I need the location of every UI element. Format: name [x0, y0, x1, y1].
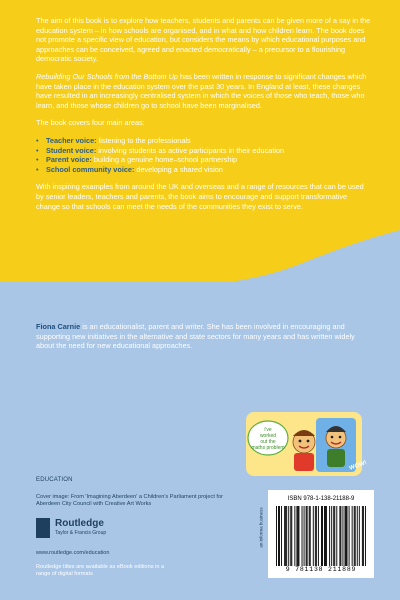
barcode-bar	[296, 506, 297, 566]
barcode-bar	[281, 506, 282, 566]
barcode-bar	[278, 506, 279, 566]
list-item: • School community voice: developing a shared vision	[36, 164, 223, 174]
barcode-bar	[324, 506, 325, 566]
barcode-bar	[345, 506, 346, 566]
blurb	[36, 16, 372, 219]
barcode-bar	[331, 506, 332, 566]
barcode-bar	[321, 506, 322, 566]
publisher-group: Taylor & Francis Group	[55, 530, 107, 536]
barcode-bar	[340, 506, 341, 566]
closing-paragraph: With inspiring examples from around the UK and overseas and a range of resources that can be used by senior leaders, teachers and parents, the book aims to encourage and support transformative change so that schools can meet the needs of the communities they exist to serve.	[36, 182, 364, 211]
book-title: Rebuilding Our Schools from the Bottom Up	[36, 71, 178, 81]
cover-credit: Cover image: From 'Imagining Aberdeen' a Children's Parliament project for Aberdeen City Council with Creative Art Works	[36, 494, 223, 507]
barcode-bar	[322, 506, 323, 566]
barcode-bar	[291, 506, 292, 566]
areas-list	[36, 136, 372, 174]
child-drawing-illustration	[246, 412, 368, 476]
list-item: • Parent voice: building a genuine home–school partnership	[36, 155, 238, 165]
context-paragraph: Rebuilding Our Schools from the Bottom Up has been written in response to significant changes which have taken place in the education system over the past 30 years. In England at least, these changes have resulted in an increasingly centralised system in which the voices of those who teach, those who learn, and those whose children go to school have been marginalised.	[36, 71, 367, 110]
barcode-bar	[336, 506, 337, 566]
barcode-bar	[294, 506, 295, 566]
barcode-bar	[315, 506, 316, 566]
wave-divider	[0, 230, 400, 310]
barcode-bar	[354, 506, 355, 566]
barcode-bar	[306, 506, 307, 566]
barcode-bar	[309, 506, 310, 566]
publisher-url[interactable]: www.routledge.com/education	[36, 550, 110, 556]
barcode-panel	[268, 490, 374, 578]
barcode-bar	[363, 506, 364, 566]
barcode-bar	[279, 506, 280, 566]
barcode-bar	[326, 506, 327, 566]
svg-text:i've: i've	[264, 427, 272, 433]
svg-text:maths problem: maths problem	[251, 445, 285, 451]
barcode-bar	[284, 506, 285, 566]
barcode-bar	[307, 506, 308, 566]
yellow-panel	[0, 0, 400, 282]
areas-intro: The book covers four main areas:	[36, 118, 145, 128]
informa-credit: an informa business	[258, 507, 264, 548]
barcode-bar	[288, 506, 289, 566]
barcode-bar	[286, 506, 287, 566]
barcode-bar	[357, 506, 358, 566]
barcode-graphic	[276, 506, 366, 566]
barcode-bar	[333, 506, 334, 566]
barcode-bar	[302, 506, 303, 566]
barcode-bar	[359, 506, 360, 566]
barcode-bar	[352, 506, 353, 566]
barcode-bar	[339, 506, 340, 566]
isbn-label: ISBN 978-1-138-21188-9	[287, 496, 355, 502]
barcode-bar	[313, 506, 314, 566]
barcode-bar	[316, 506, 317, 566]
author-name: Fiona Carnie	[36, 322, 81, 331]
barcode-bar	[329, 506, 330, 566]
svg-text:worked: worked	[259, 433, 277, 439]
category-label: EDUCATION	[36, 477, 73, 483]
barcode-bar	[297, 506, 298, 566]
barcode-bar	[304, 506, 305, 566]
barcode-bar	[310, 506, 311, 566]
routledge-logo-icon	[36, 518, 50, 538]
barcode-number: 9 781138 211889	[285, 566, 357, 573]
barcode-bar	[290, 506, 291, 566]
intro-paragraph: The aim of this book is to explore how teachers, students and parents can be given more of a say in the education system – in how schools are organised, and in what and how children learn. The book does not promote a specific view of education, but considers the means by which educational purposes and approaches can be conceived, agreed and enacted democratically – a precursor to a flourishing democratic society.	[36, 16, 371, 64]
barcode-bar	[346, 506, 347, 566]
svg-text:out the: out the	[260, 439, 276, 445]
barcode-bar	[355, 506, 356, 566]
barcode-bar	[342, 506, 343, 566]
barcode-bar	[347, 506, 348, 566]
barcode-bar	[276, 506, 277, 566]
list-item: • Teacher voice: listening to the professionals	[36, 135, 191, 145]
barcode-bar	[285, 506, 286, 566]
barcode-bar	[318, 506, 319, 566]
svg-text:WOW!: WOW!	[348, 460, 368, 472]
author-bio: Fiona Carnie is an educationalist, parent and writer. She has been involved in encouraging and supporting new initiatives in the alternative and state sectors for many years and has written widely about the need for new educational approaches.	[36, 322, 355, 351]
barcode-bar	[362, 506, 363, 566]
ebook-note: Routledge titles are available as eBook editions in a range of digital formats	[36, 564, 165, 577]
barcode-bar	[349, 506, 350, 566]
barcode-bar	[365, 506, 366, 566]
barcode-bar	[325, 506, 326, 566]
barcode-bar	[299, 506, 300, 566]
publisher-name: Routledge	[55, 518, 104, 529]
barcode-bar	[334, 506, 335, 566]
list-item: • Student voice: involving students as active participants in their education	[36, 145, 285, 155]
